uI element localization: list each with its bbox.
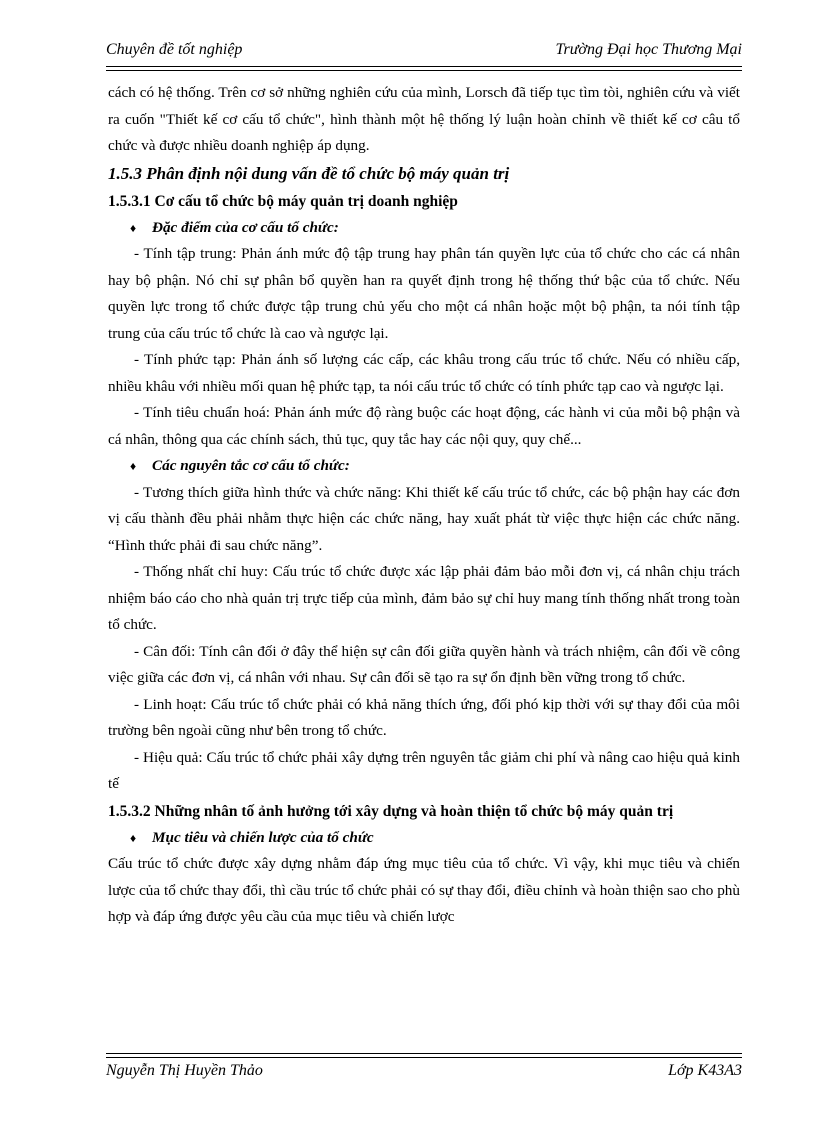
paragraph-standardization: - Tính tiêu chuẩn hoá: Phản ánh mức độ ràng buộc các hoạt động, các hành vi của mỗi bộ phận và cá nhân, thông qua các chính sách, thủ tục, quy tắc hay các nội quy, quy chế... <box>108 404 740 448</box>
bullet-heading-principles <box>108 453 740 480</box>
page-body <box>108 80 740 931</box>
header-document-type: Chuyên đề tốt nghiệp <box>106 41 243 58</box>
diamond-bullet-icon: ♦ <box>130 830 137 845</box>
paragraph-efficiency: - Hiệu quả: Cấu trúc tổ chức phải xây dựng trên nguyên tắc giảm chi phí và nâng cao hiệu quả kinh tế <box>108 748 740 792</box>
paragraph-unity-of-command: - Thống nhất chỉ huy: Cấu trúc tổ chức được xác lập phải đảm bảo mỗi đơn vị, cá nhân chịu trách nhiệm báo cáo cho nhà quản trị trực tiếp của mình, đảm bảo sự chỉ huy mang tính thống nhất trong toàn tổ chức. <box>108 563 740 633</box>
footer-author: Nguyễn Thị Huyền Thảo <box>106 1062 263 1079</box>
footer-rule <box>106 1053 742 1054</box>
header-university: Trường Đại học Thương Mại <box>555 41 742 58</box>
bullet-text: Các nguyên tắc cơ cấu tổ chức: <box>152 457 350 474</box>
bullet-heading-characteristics <box>108 215 740 242</box>
footer-rule-thin <box>106 1057 742 1058</box>
paragraph-goals-strategy: Cấu trúc tổ chức được xây dựng nhằm đáp ứng mục tiêu của tổ chức. Vì vậy, khi mục tiêu và chiến lược của tổ chức thay đổi, thì cầu trúc tổ chức phải có sự thay đổi, điều chỉnh và hoàn thiện sao cho phù hợp và đáp ứng được yêu cầu của mục tiêu và chiến lược <box>108 855 740 925</box>
paragraph-flexibility: - Linh hoạt: Cấu trúc tổ chức phải có khả năng thích ứng, đối phó kịp thời với sự thay đổi của môi trường bên ngoài cũng như bên trong tổ chức. <box>108 695 740 739</box>
diamond-bullet-icon: ♦ <box>130 220 137 235</box>
paragraph-intro: cách có hệ thống. Trên cơ sở những nghiên cứu của mình, Lorsch đã tiếp tục tìm tòi, nghiên cứu và viết ra cuốn "Thiết kế cơ cấu tổ chức", hình thành một hệ thống lý luận hoàn chỉnh về thiết kế cơ câu tổ chức và được nhiều doanh nghiệp áp dụng. <box>108 84 740 154</box>
page-header <box>106 38 742 66</box>
bullet-heading-goals-strategy <box>108 825 740 852</box>
subsection-heading-1-5-3-1: 1.5.3.1 Cơ cấu tổ chức bộ máy quản trị doanh nghiệp <box>108 192 458 210</box>
diamond-bullet-icon: ♦ <box>130 459 137 473</box>
bullet-text: Đặc điểm của cơ cấu tổ chức: <box>152 218 339 236</box>
paragraph-centralization: - Tính tập trung: Phản ánh mức độ tập trung hay phân tán quyền lực của tổ chức cho các cá nhân hay bộ phận. Nó chỉ sự phân bổ quyền han ra quyết định trong hệ thống thứ bậc của tổ chức. Nếu quyền lực trong tổ chức được tập trung chủ yếu cho một cá nhân hoặc một bộ phận, ta nói tính tập trung của cấu trúc tổ chức là cao và ngược lại. <box>108 245 740 342</box>
header-rule-thin <box>106 70 742 71</box>
footer-class: Lớp K43A3 <box>668 1062 742 1079</box>
header-rule <box>106 66 742 67</box>
bullet-text: Mục tiêu và chiến lược của tổ chức <box>152 828 374 846</box>
section-heading-1-5-3: 1.5.3 Phân định nội dung vấn đề tổ chức bộ máy quản trị <box>108 163 510 183</box>
paragraph-complexity: - Tính phức tạp: Phản ánh số lượng các cấp, các khâu trong cấu trúc tổ chức. Nếu có nhiều cấp, nhiều khâu với nhiều mối quan hệ phức tạp, ta nói cấu trúc tổ chức có tính phức tạp cao và ngược lại. <box>108 351 740 395</box>
paragraph-form-function: - Tương thích giữa hình thức và chức năng: Khi thiết kế cấu trúc tổ chức, các bộ phận hay các đơn vị cấu thành đều phải nhằm thực hiện các chức năng, hay xuất phát từ việc thực hiện các chức năng. “Hình thức phải đi sau chức năng”. <box>108 483 740 554</box>
page-footer <box>106 1062 742 1086</box>
subsection-heading-1-5-3-2: 1.5.3.2 Những nhân tố ảnh hưởng tới xây dựng và hoàn thiện tổ chức bộ máy quản trị <box>108 802 674 820</box>
paragraph-balance: - Cân đối: Tính cân đối ở đây thể hiện sự cân đối giữa quyền hành và trách nhiệm, cân đối về công việc giữa các đơn vị, cá nhân với nhau. Sự cân đối sẽ tạo ra sự ổn định bền vững trong tổ chức. <box>108 642 740 686</box>
